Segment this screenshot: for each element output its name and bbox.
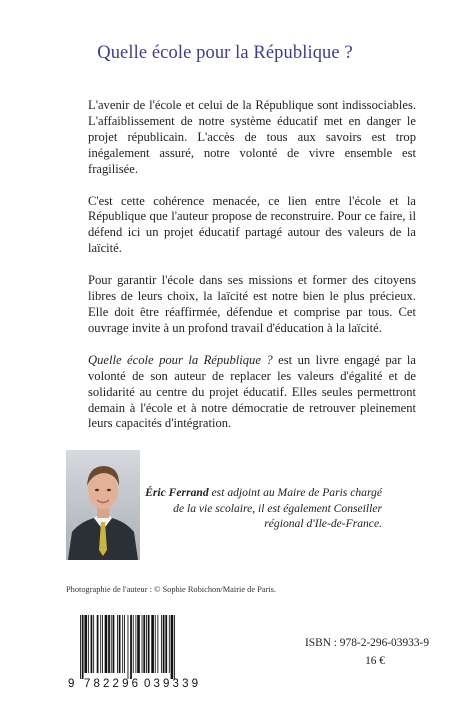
book-title: Quelle école pour la République ?: [97, 43, 353, 63]
barcode-bar: [135, 615, 136, 673]
author-bio-text: est adjoint au Maire de Paris chargé de la vie scolaire, il est également Conseiller régional d'Ile-de-France.: [173, 486, 382, 530]
author-bio: [142, 485, 382, 532]
barcode-bar: [117, 615, 118, 673]
barcode-bar: [113, 615, 115, 673]
photo-credit: Photographie de l'auteur : © Sophie Robichon/Mairie de Paris.: [66, 585, 276, 594]
barcode-left-digits: 782296: [84, 678, 138, 690]
barcode-bar: [128, 615, 129, 679]
barcode-right-digits: 039339: [144, 678, 198, 690]
barcode-bar: [163, 615, 165, 673]
barcode-bar: [122, 615, 123, 673]
book-title-inline: Quelle école pour la République ?: [88, 352, 273, 367]
paragraph-1: L'avenir de l'école et celui de la République sont indissociables. L'affaiblissement de notre système éducatif met en danger le projet républicain. L'accès de tous aux savoirs est trop inégalement assuré, notre volonté de vivre ensemble est fragilisée.: [88, 98, 416, 176]
barcode: [64, 613, 212, 690]
author-name: Éric Ferrand: [145, 486, 209, 499]
barcode-bar: [137, 615, 140, 673]
paragraph-4-text: est un livre engagé par la volonté de son auteur de replacer les valeurs d'égalité et de solidarité au centre du projet éducatif. Elles seules permettront demain à l'école et à notre démocratie de retrouver pleinement leurs capacités d'intégration.: [88, 352, 416, 431]
barcode-bar: [130, 615, 132, 679]
barcode-bar: [124, 615, 125, 673]
barcode-bar: [169, 615, 170, 673]
back-cover-text: [88, 98, 416, 432]
barcode-bar: [148, 615, 150, 673]
paragraph-4: [88, 353, 416, 433]
barcode-bar: [174, 615, 175, 679]
barcode-bar: [161, 615, 162, 673]
barcode-bar: [88, 615, 89, 673]
barcode-bar: [155, 615, 156, 673]
paragraph-2: C'est cette cohérence menacée, ce lien entre l'école et la République que l'auteur propose de reconstruire. Pour ce faire, il défend ici un projet éducatif partagé autour des valeurs de la laïcité.: [88, 193, 416, 256]
barcode-bar: [80, 615, 81, 679]
barcode-bar: [91, 615, 93, 673]
barcode-bar: [102, 615, 103, 673]
barcode-bar: [82, 615, 84, 679]
barcode-bar: [93, 615, 94, 673]
barcode-bar: [171, 615, 174, 679]
barcode-first-digit: 9: [68, 678, 75, 690]
barcode-bar: [108, 615, 110, 673]
barcode-bar: [143, 615, 145, 673]
barcode-bar: [133, 615, 134, 673]
barcode-bar: [111, 615, 112, 673]
barcode-bar: [105, 615, 108, 673]
barcode-bar: [165, 615, 167, 673]
barcode-bar: [97, 615, 99, 673]
isbn: ISBN : 978-2-296-03933-9: [305, 637, 430, 649]
barcode-bar: [142, 615, 143, 673]
author-photo: [66, 450, 140, 560]
barcode-bar: [84, 615, 87, 673]
barcode-bars: [80, 615, 175, 679]
paragraph-3: Pour garantir l'école dans ses missions et former des citoyens libres de leurs choix, la laïcité est notre bien le plus précieux. Elle doit être réaffirmée, défendue et comprise par tous. Cet ouvrage invite à un profond travail d'éducation à la laïcité.: [88, 273, 416, 335]
price: 16 €: [365, 655, 385, 667]
barcode-bar: [119, 615, 121, 673]
barcode-bar: [146, 615, 147, 673]
barcode-bar: [157, 615, 158, 673]
barcode-bar: [151, 615, 154, 673]
barcode-bar: [100, 615, 101, 673]
